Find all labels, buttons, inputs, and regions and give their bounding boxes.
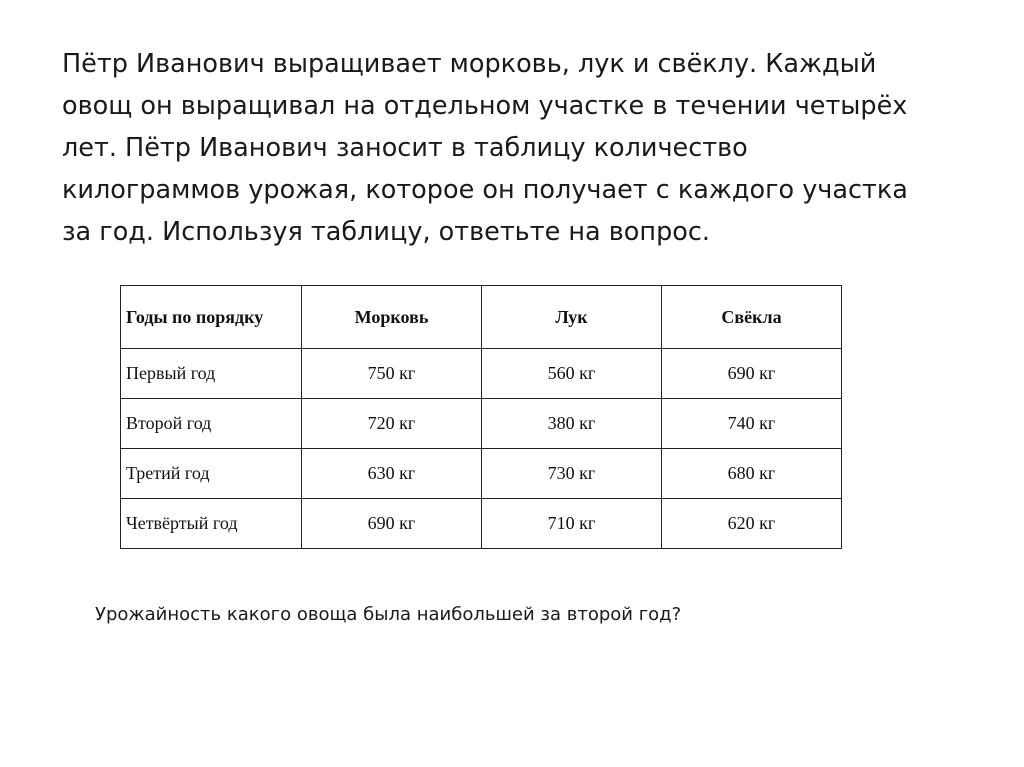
onion-cell: 710 кг — [482, 499, 662, 549]
table-row — [121, 449, 842, 499]
question-text: Урожайность какого овоща была наибольшей за второй год? — [95, 604, 682, 625]
problem-line: килограммов урожая, которое он получает с каждого участка — [62, 175, 908, 205]
beet-cell: 680 кг — [662, 449, 842, 499]
carrot-cell: 690 кг — [302, 499, 482, 549]
header-carrot: Морковь — [302, 286, 482, 349]
harvest-table — [120, 285, 842, 549]
carrot-cell: 720 кг — [302, 399, 482, 449]
year-cell: Третий год — [121, 449, 302, 499]
problem-line: овощ он выращивал на отдельном участке в течении четырёх — [62, 91, 908, 121]
year-cell: Первый год — [121, 349, 302, 399]
year-cell: Четвёртый год — [121, 499, 302, 549]
beet-cell: 740 кг — [662, 399, 842, 449]
onion-cell: 730 кг — [482, 449, 662, 499]
header-onion: Лук — [482, 286, 662, 349]
table-row — [121, 399, 842, 449]
problem-statement — [62, 43, 962, 253]
beet-cell: 690 кг — [662, 349, 842, 399]
header-years: Годы по порядку — [121, 286, 302, 349]
table-header-row — [121, 286, 842, 349]
header-beet: Свёкла — [662, 286, 842, 349]
problem-line: за год. Используя таблицу, ответьте на вопрос. — [62, 217, 710, 247]
beet-cell: 620 кг — [662, 499, 842, 549]
onion-cell: 380 кг — [482, 399, 662, 449]
table-row — [121, 349, 842, 399]
problem-line: Пётр Иванович выращивает морковь, лук и свёклу. Каждый — [62, 49, 877, 79]
carrot-cell: 630 кг — [302, 449, 482, 499]
onion-cell: 560 кг — [482, 349, 662, 399]
carrot-cell: 750 кг — [302, 349, 482, 399]
table-row — [121, 499, 842, 549]
problem-line: лет. Пётр Иванович заносит в таблицу количество — [62, 133, 748, 163]
year-cell: Второй год — [121, 399, 302, 449]
